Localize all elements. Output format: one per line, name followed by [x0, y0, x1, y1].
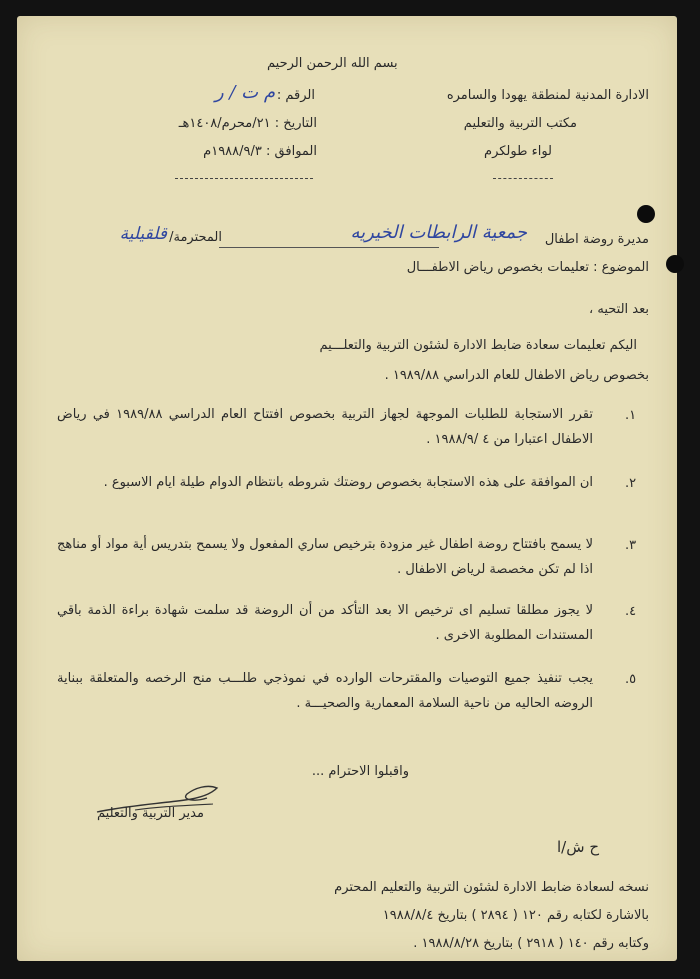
item-5-number: .٥: [625, 672, 637, 687]
punch-hole-top: [637, 205, 655, 223]
item-2-text: ان الموافقة على هذه الاستجابة بخصوص روضتك شروطه بانتظام الدوام طيلة ايام الاسبوع .: [103, 475, 593, 490]
addressee-prefix: مديرة روضة اطفال: [544, 232, 649, 247]
sender-line-2: مكتب التربية والتعليم: [463, 116, 577, 131]
cc-line-1: نسخه لسعادة ضابط الادارة لشئون التربية والتعليم المحترم: [334, 880, 649, 895]
intro-line-2: بخصوص رياض الاطفال للعام الدراسي ١٩٨٩/٨٨ .: [384, 368, 649, 383]
initials: ح ش/ا: [557, 838, 599, 856]
subject-line: الموضوع : تعليمات بخصوص رياض الاطفـــال: [406, 260, 649, 275]
item-5-text: يجب تنفيذ جميع التوصيات والمقترحات الوارده في نموذجي طلـــب منح الرخصه والمتعلقة ببناية الروضه الحاليه من ناحية السلامة المعمارية والصحيـــة .: [57, 671, 593, 711]
item-4-number: .٤: [625, 604, 637, 619]
date-gregorian: الموافق : ١٩٨٨/٩/٣م: [203, 144, 317, 159]
item-1-number: .١: [625, 408, 637, 423]
item-2-number: .٢: [625, 476, 637, 491]
addressee-city-handwritten: قلقيلية: [119, 224, 167, 244]
meta-underline: [175, 178, 313, 179]
ref-value-handwritten: م ت / ر: [214, 82, 275, 103]
cc-line-2: بالاشارة لكتابه رقم ١٢٠ ( ٢٨٩٤ ) بتاريخ ١٩٨٨/٨/٤: [382, 908, 649, 923]
punch-hole-bottom: [666, 255, 684, 273]
basmala: بسم الله الرحمن الرحيم: [267, 56, 398, 71]
addressee-name-line: [219, 247, 439, 248]
item-3-number: .٣: [625, 538, 637, 553]
closing: واقبلوا الاحترام ...: [311, 764, 409, 779]
item-4-text: لا يجوز مطلقا تسليم اى ترخيص الا بعد التأكد من أن الروضة قد سلمت شهادة براءة الذمة باقي المستندات المطلوبة الاخرى .: [57, 603, 593, 643]
addressee-suffix: المحترمة/: [169, 230, 222, 245]
document-page: [17, 16, 677, 961]
sender-underline: [493, 178, 553, 179]
date-hijri: التاريخ : ٢١/محرم/١٤٠٨هـ: [178, 116, 317, 131]
greeting: بعد التحيه ،: [589, 302, 649, 317]
signature-title: مدير التربية والتعليم: [97, 806, 204, 821]
sender-line-3: لواء طولكرم: [484, 144, 552, 159]
ref-label: الرقم :: [276, 88, 315, 103]
intro-line-1: اليكم تعليمات سعادة ضابط الادارة لشئون التربية والتعلـــيم: [319, 338, 637, 353]
cc-line-3: وكتابه رقم ١٤٠ ( ٢٩١٨ ) بتاريخ ١٩٨٨/٨/٢٨ .: [413, 936, 649, 951]
sender-line-1: الادارة المدنية لمنطقة يهودا والسامره: [446, 88, 649, 103]
item-3-text: لا يسمح بافتتاح روضة اطفال غير مزودة بترخيص ساري المفعول ولا يسمح بتدريس أية مواد أو مناهج اذا لم تكن مخصصة لرياض الاطفال .: [57, 537, 593, 577]
item-1-text: تقرر الاستجابة للطلبات الموجهة لجهاز التربية بخصوص افتتاح العام الدراسي ١٩٨٩/٨٨ في رياض الاطفال اعتبارا من ٤ /١٩٨٨/٩ .: [57, 407, 594, 447]
addressee-name-handwritten: جمعية الرابطات الخيريه: [350, 222, 527, 243]
